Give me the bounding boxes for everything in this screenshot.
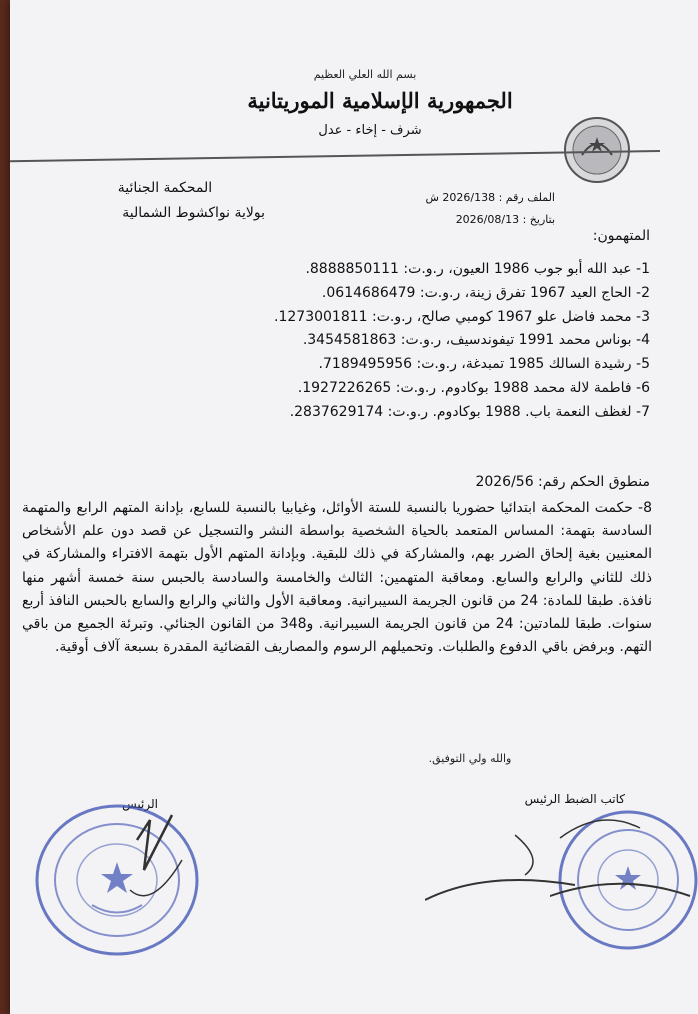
president-label: الرئيس [122, 797, 158, 811]
list-item: 5- رشيدة السالك 1985 تمبدغة، ر.و.ت: 7189495956. [318, 356, 650, 373]
basmala: بسم الله العلي العظيم [313, 68, 417, 81]
national-motto: شرف - إخاء - عدل [318, 123, 422, 138]
president-stamp [32, 800, 202, 960]
accused-title: المتهمون: [592, 228, 650, 244]
accused-list [250, 258, 650, 425]
verdict-text: 8- حكمت المحكمة ابتدائيا حضوريا بالنسبة للستة الأوائل، وغيابيا بالنسبة للسابع، بإدانة المتهم الرابع والمتهمة السادسة بتهمة: المساس المتعمد بالحياة الشخصية بواسطة النشر والتسجيل عن قصد دون علم الأشخاص المعنيين بغية إلحاق الضرر بهم، والمشاركة في ذلك للبقية. وبإدانة المتهم الأول بتهمة الافتراء والمشاركة في ذلك للثاني والرابع والسابع. ومعاقبة المتهمين: الثالث والخامسة والسادسة بالحبس سنة خمسة أشهر منها نافذة. طبقا للمادة: 24 من قانون الجريمة السيبرانية. ومعاقبة الأول والثاني والرابع والسابع بالحبس النافذ أربع سنوات. طبقا للمادتين: 24 من قانون الجريمة السيبرانية. و348 من القانون الجنائي. وتبرئة الجميع من باقي التهم. وبرفض باقي الدفوع والطلبات. وتحميلهم الرسوم والمصاريف القضائية المقدرة بسبعة آلاف أوقية. [22, 500, 652, 656]
court-name: المحكمة الجنائية [117, 180, 213, 196]
list-item: 7- لغظف النعمة باب. 1988 بوكادوم. ر.و.ت: 2837629174. [289, 403, 650, 420]
file-date: بتاريخ : 2026/08/13 [455, 213, 555, 226]
file-info [395, 187, 555, 231]
list-item: 4- بوناس محمد 1991 تيفوندسيف، ر.و.ت: 3454581863. [302, 332, 650, 349]
closing-phrase: والله ولي التوفيق. [428, 752, 512, 765]
clerk-signature [425, 830, 575, 910]
court-region: بولاية نواكشوط الشمالية [122, 205, 265, 221]
list-item: 2- الحاج العيد 1967 تفرق زينة، ر.و.ت: 0614686479. [321, 284, 650, 301]
court-header [65, 176, 265, 226]
republic-title: الجمهورية الإسلامية الموريتانية [247, 88, 513, 113]
clerk-label: كاتب الضبط الرئيس [524, 792, 625, 806]
document-page [10, 0, 698, 1014]
file-number: الملف رقم : 2026/138 ش [425, 191, 555, 204]
list-item: 3- محمد فاضل علو 1967 كومبي صالح، ر.و.ت: 1273001811. [274, 308, 650, 325]
list-item: 6- فاطمة لالة محمد 1988 بوكادوم. ر.و.ت: 1927226265. [297, 379, 650, 396]
list-item: 1- عبد الله أبو جوب 1986 العيون، ر.و.ت: 8888850111. [305, 261, 650, 277]
verdict-title: منطوق الحكم رقم: 2026/56 [475, 474, 650, 490]
